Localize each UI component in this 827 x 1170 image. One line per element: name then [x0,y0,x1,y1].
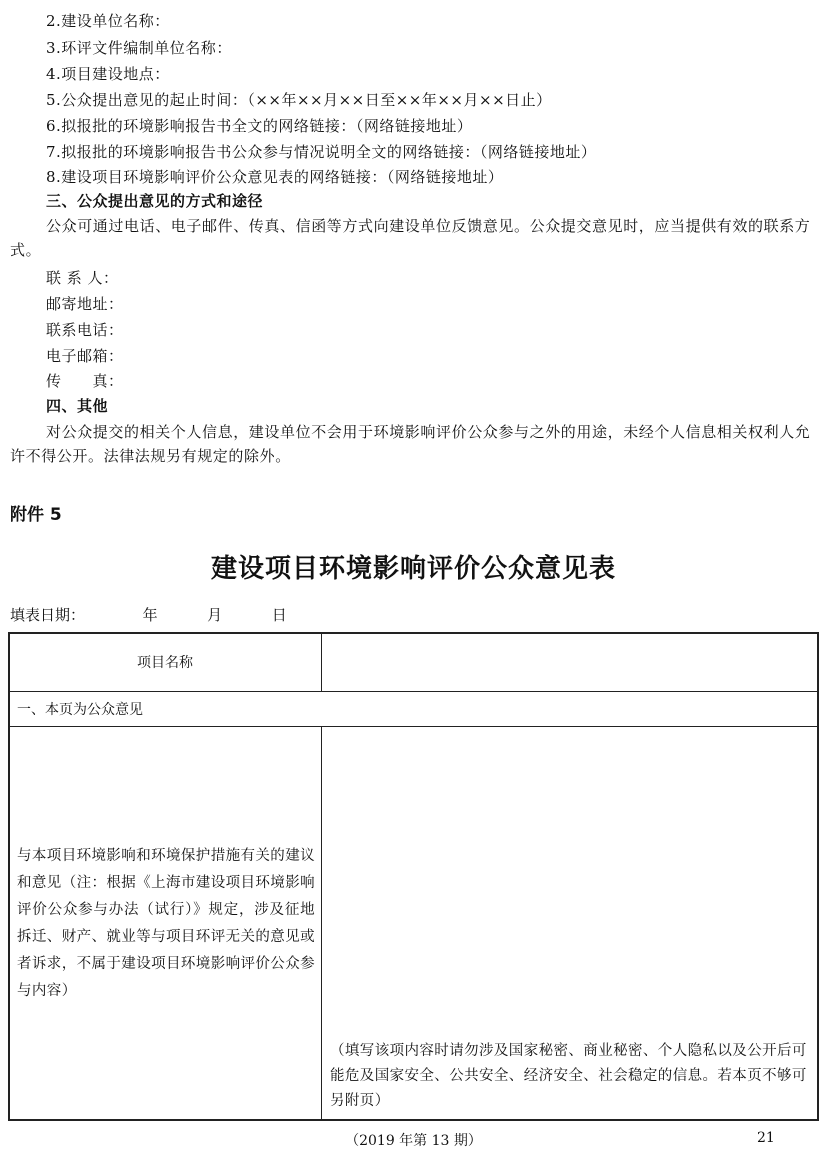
contact-phone: 联系电话： [46,321,124,339]
project-name-label: 项目名称 [9,633,322,692]
section4-body: 对公众提交的相关个人信息，建设单位不会用于环境影响评价公众参与之外的用途，未经个人信息相关权利人允许不得公开。法律法规另有规定的除外。 [10,423,811,465]
opinion-label: 与本项目环境影响和环境保护措施有关的建议和意见（注：根据《上海市建设项目环境影响评价公众参与办法（试行）》规定，涉及征地拆迁、财产、就业等与项目环评无关的意见或者诉求，不属于建设项目环境影响评价公众参与内容） [17,847,315,999]
opinion-row [9,727,819,1121]
appendix-label: 附件 5 [10,505,62,525]
issue-footer: （2019 年第 13 期） [345,1133,482,1149]
item-2-construction-unit: 2.建设单位名称： [46,12,170,30]
fill-date-row [10,605,287,625]
date-year: 年 [142,606,158,624]
item-5-period: 5.公众提出意见的起止时间：（××年××月××日至××年××月××日止） [46,91,552,109]
opinion-form-table [8,632,819,1121]
item-7-participation-link: 7.拟报批的环境影响报告书公众参与情况说明全文的网络链接：（网络链接地址） [46,143,597,161]
item-6-report-link: 6.拟报批的环境影响报告书全文的网络链接：（网络链接地址） [46,117,473,135]
item-8-form-link: 8.建设项目环境影响评价公众意见表的网络链接：（网络链接地址） [46,168,504,186]
project-name-field[interactable] [322,633,819,692]
section1-row [9,692,819,727]
item-4-location: 4.项目建设地点： [46,65,170,83]
project-name-row [9,633,819,692]
date-month: 月 [207,606,223,624]
page-number: 21 [757,1130,775,1146]
date-label: 填表日期： [10,606,86,624]
section3-heading: 三、公众提出意见的方式和途径 [46,192,264,210]
item-3-eia-unit: 3.环评文件编制单位名称： [46,39,232,57]
section1-label: 一、本页为公众意见 [9,692,819,727]
date-day: 日 [271,606,287,624]
opinion-note: （填写该项内容时请勿涉及国家秘密、商业秘密、个人隐私以及公开后可能危及国家安全、公共安全、经济安全、社会稳定的信息。若本页不够可另附页） [330,1043,807,1109]
section4-heading: 四、其他 [46,397,109,415]
contact-fax: 传 真： [46,372,124,390]
contact-person: 联 系 人： [46,269,119,287]
opinion-field[interactable] [322,727,819,1121]
contact-address: 邮寄地址： [46,295,124,313]
contact-email: 电子邮箱： [46,347,124,365]
form-title: 建设项目环境影响评价公众意见表 [210,554,616,584]
section3-body: 公众可通过电话、电子邮件、传真、信函等方式向建设单位反馈意见。公众提交意见时，应当提供有效的联系方式。 [10,217,811,259]
opinion-label-cell [9,727,322,1121]
